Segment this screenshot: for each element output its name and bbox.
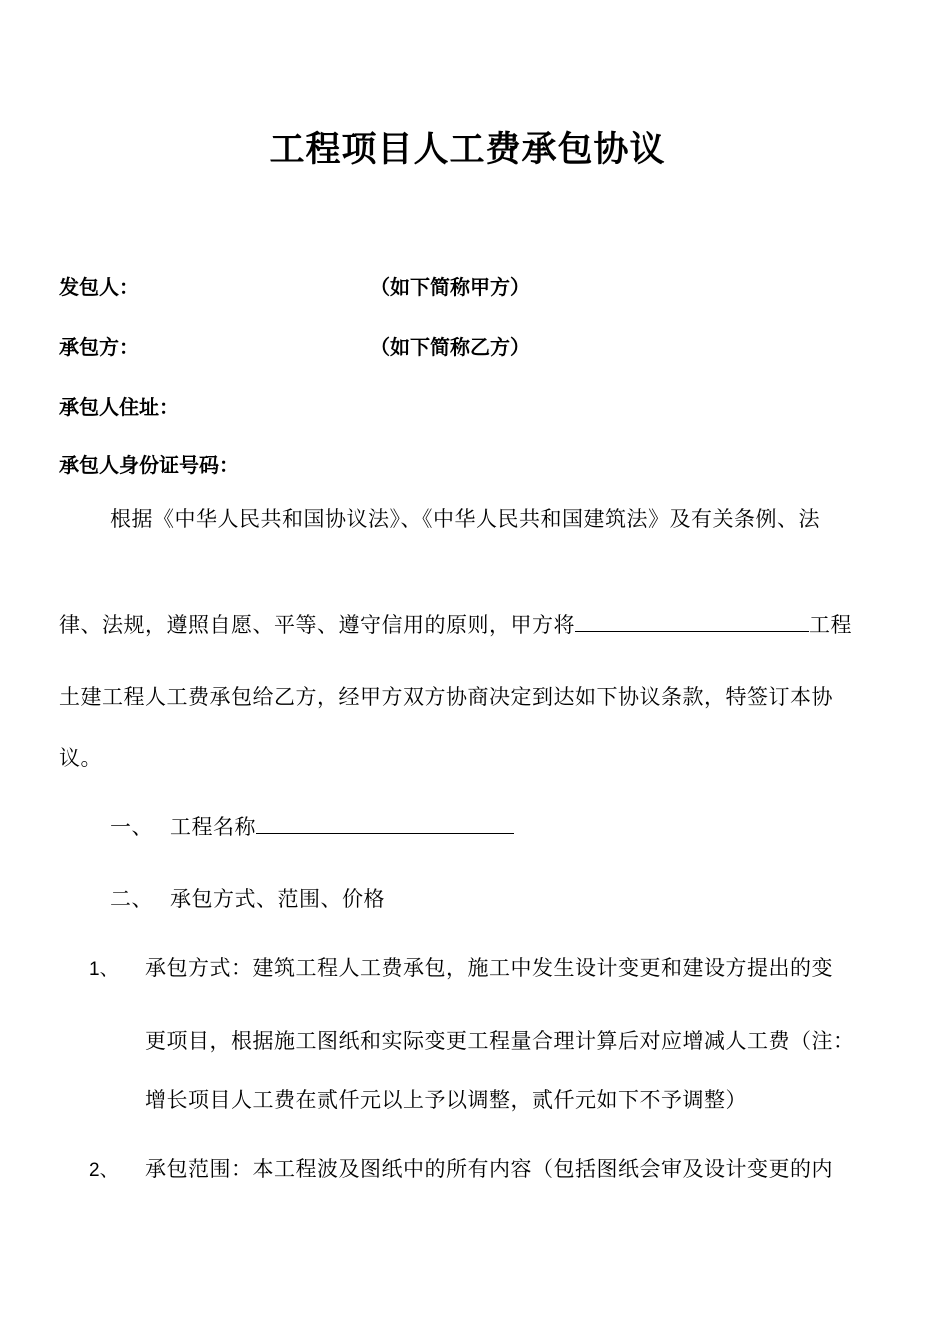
employer-note: （如下简称甲方） [370, 275, 530, 299]
preamble-line-2 [59, 615, 852, 636]
preamble-line-4: 议。 [59, 746, 102, 770]
section-1-number: 一、 [110, 815, 153, 839]
project-name-blank [575, 630, 809, 632]
preamble-line-3: 土建工程人工费承包给乙方，经甲方双方协商决定到达如下协议条款，特签订本协 [59, 685, 833, 709]
preamble-line-2-text: 律、法规，遵照自愿、平等、遵守信用的原则，甲方将 [59, 613, 575, 637]
section-1-text: 工程名称 [170, 815, 256, 839]
section-1-blank [256, 832, 514, 834]
employer-label: 发包人： [59, 275, 139, 299]
section-2-heading: 承包方式、范围、价格 [170, 887, 385, 911]
preamble-line-1: 根据《中华人民共和国协议法》、《中华人民共和国建筑法》及有关条例、法 [110, 507, 820, 531]
item-1-number: 1、 [89, 959, 119, 980]
contractor-label: 承包方： [59, 335, 139, 359]
section-1-heading [170, 817, 514, 838]
contractor-id-label: 承包人身份证号码： [59, 453, 239, 477]
item-1-line-1: 承包方式：建筑工程人工费承包，施工中发生设计变更和建设方提出的变 [145, 956, 833, 980]
contractor-address-label: 承包人住址： [59, 395, 179, 419]
item-2-number: 2、 [89, 1160, 119, 1181]
item-1-line-2: 更项目，根据施工图纸和实际变更工程量合理计算后对应增减人工费（注： [145, 1029, 855, 1053]
contractor-note: （如下简称乙方） [370, 335, 530, 359]
preamble-line-2-suffix: 工程 [809, 613, 852, 637]
section-2-number: 二、 [110, 887, 153, 911]
item-2-line-1: 承包范围：本工程波及图纸中的所有内容（包括图纸会审及设计变更的内 [145, 1157, 833, 1181]
item-1-line-3: 增长项目人工费在贰仟元以上予以调整，贰仟元如下不予调整） [145, 1088, 747, 1112]
document-title: 工程项目人工费承包协议 [269, 129, 666, 170]
